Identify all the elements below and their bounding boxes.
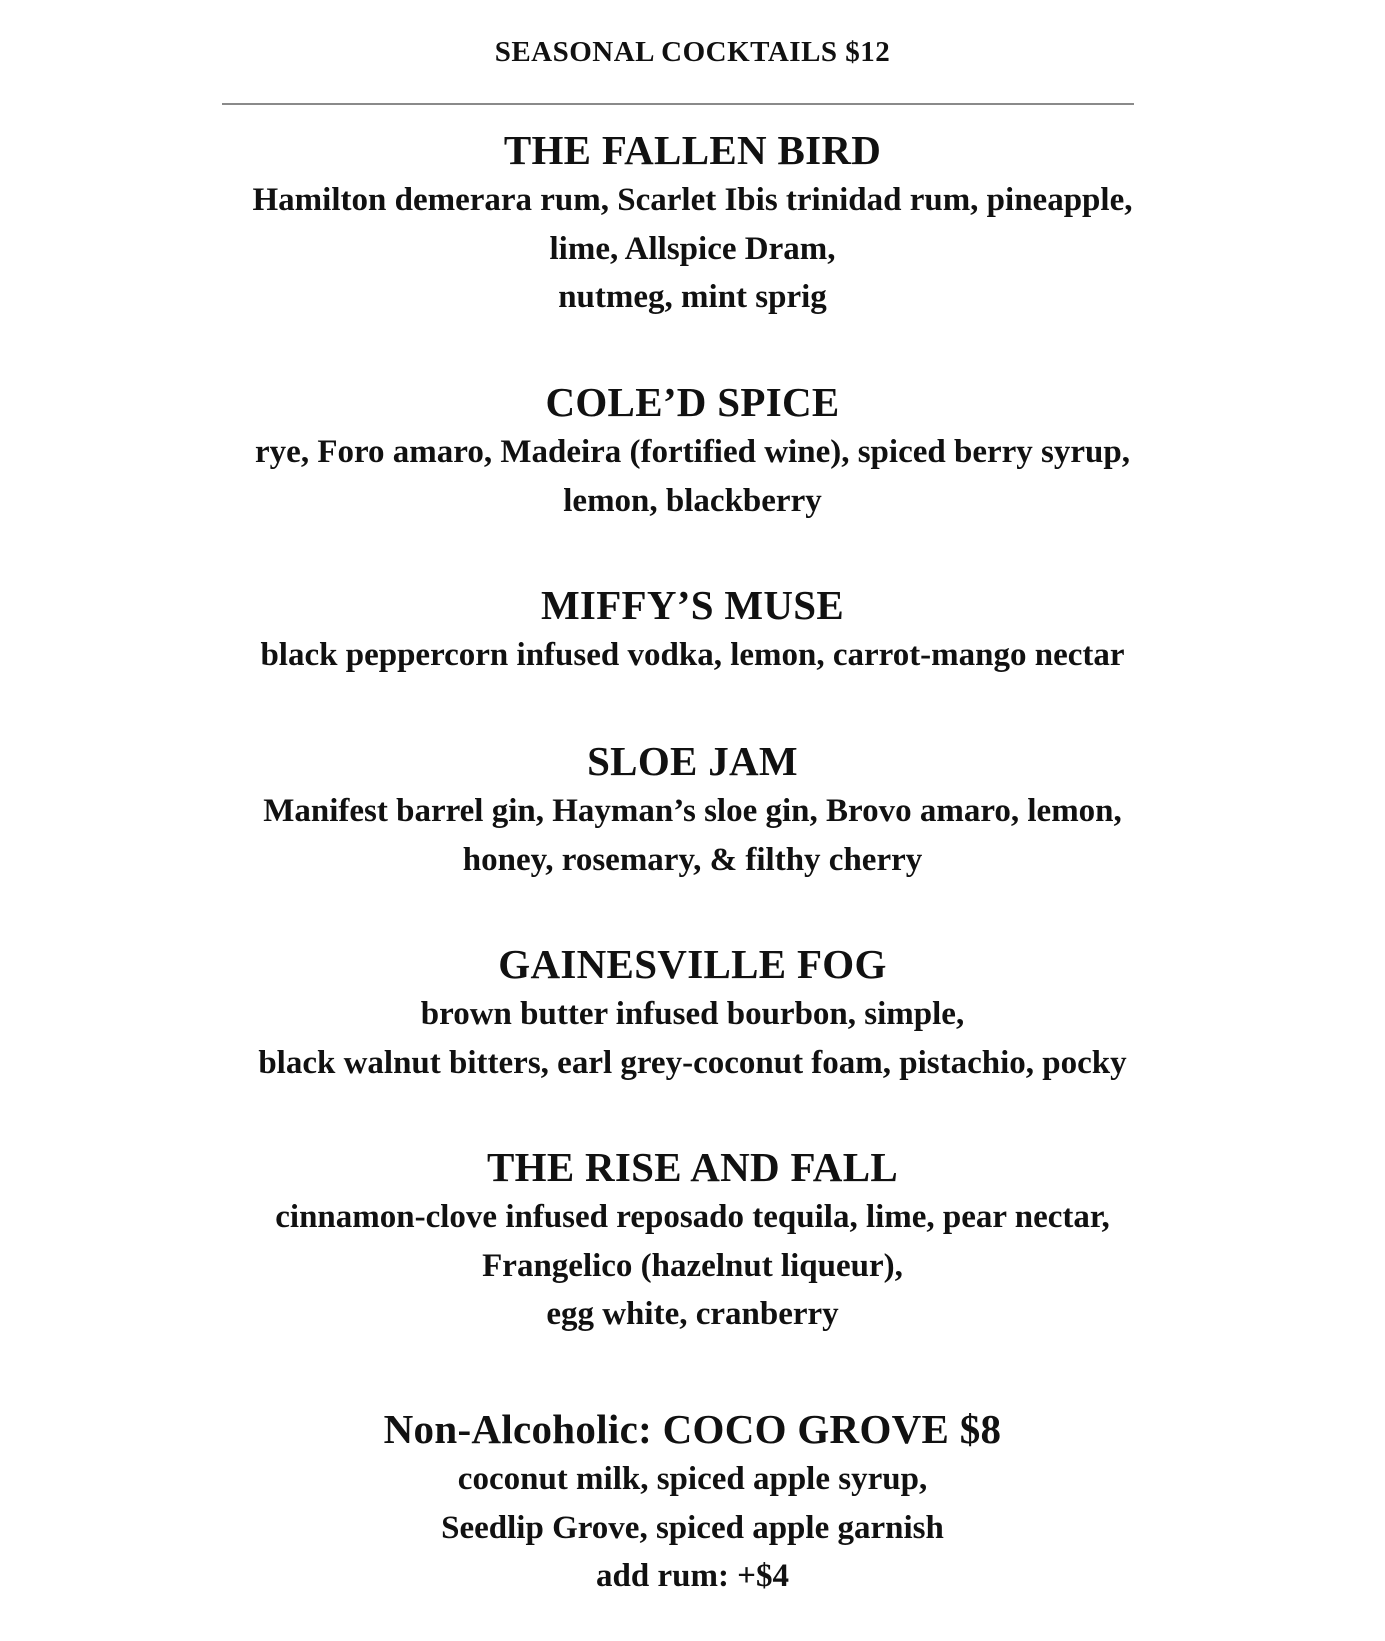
menu-item-coled-spice	[0, 376, 1385, 525]
item-description-line: rye, Foro amaro, Madeira (fortified wine), spiced berry syrup,	[255, 434, 1130, 470]
item-description-line: Manifest barrel gin, Hayman’s sloe gin, Brovo amaro, lemon,	[263, 793, 1122, 829]
item-description	[0, 1455, 1385, 1601]
item-description	[0, 631, 1385, 680]
item-description	[0, 176, 1385, 322]
menu-item-gainesville-fog	[0, 938, 1385, 1087]
menu-item-the-rise-and-fall	[0, 1141, 1385, 1339]
item-description	[0, 1193, 1385, 1339]
item-description-line: Seedlip Grove, spiced apple garnish	[441, 1509, 944, 1546]
item-description-line: honey, rosemary, & filthy cherry	[462, 841, 923, 878]
item-description-line: coconut milk, spiced apple syrup,	[457, 1461, 928, 1497]
item-description-line: brown butter infused bourbon, simple,	[420, 996, 965, 1032]
item-description	[0, 428, 1385, 525]
item-description-line: add rum: +$4	[596, 1558, 789, 1594]
menu-item-coco-grove	[0, 1403, 1385, 1601]
item-name: Non-Alcoholic: COCO GROVE $8	[383, 1406, 1002, 1452]
item-description-line: black peppercorn infused vodka, lemon, carrot-mango nectar	[260, 637, 1125, 673]
item-name: THE FALLEN BIRD	[503, 127, 882, 173]
item-description-line: egg white, cranberry	[546, 1296, 839, 1332]
item-description-line: Frangelico (hazelnut liqueur),	[482, 1247, 903, 1284]
menu-item-miffys-muse	[0, 579, 1385, 680]
item-description-line: lime, Allspice Dram,	[549, 230, 836, 267]
menu-item-the-fallen-bird	[0, 124, 1385, 322]
item-description-line: lemon, blackberry	[563, 482, 822, 519]
header-divider	[222, 103, 1134, 105]
menu-item-sloe-jam	[0, 735, 1385, 884]
item-description	[0, 787, 1385, 884]
item-name: THE RISE AND FALL	[486, 1144, 899, 1190]
menu-header: SEASONAL COCKTAILS $12	[494, 36, 891, 68]
item-description	[0, 990, 1385, 1087]
item-description-line: black walnut bitters, earl grey-coconut foam, pistachio, pocky	[258, 1044, 1127, 1081]
item-description-line: nutmeg, mint sprig	[558, 279, 827, 315]
item-name: GAINESVILLE FOG	[498, 941, 887, 987]
item-description-line: Hamilton demerara rum, Scarlet Ibis trinidad rum, pineapple,	[252, 182, 1133, 218]
item-name: MIFFY’S MUSE	[540, 582, 845, 628]
item-name: SLOE JAM	[587, 738, 798, 784]
item-description-line: cinnamon-clove infused reposado tequila, lime, pear nectar,	[275, 1199, 1110, 1235]
item-name: COLE’D SPICE	[545, 379, 840, 425]
